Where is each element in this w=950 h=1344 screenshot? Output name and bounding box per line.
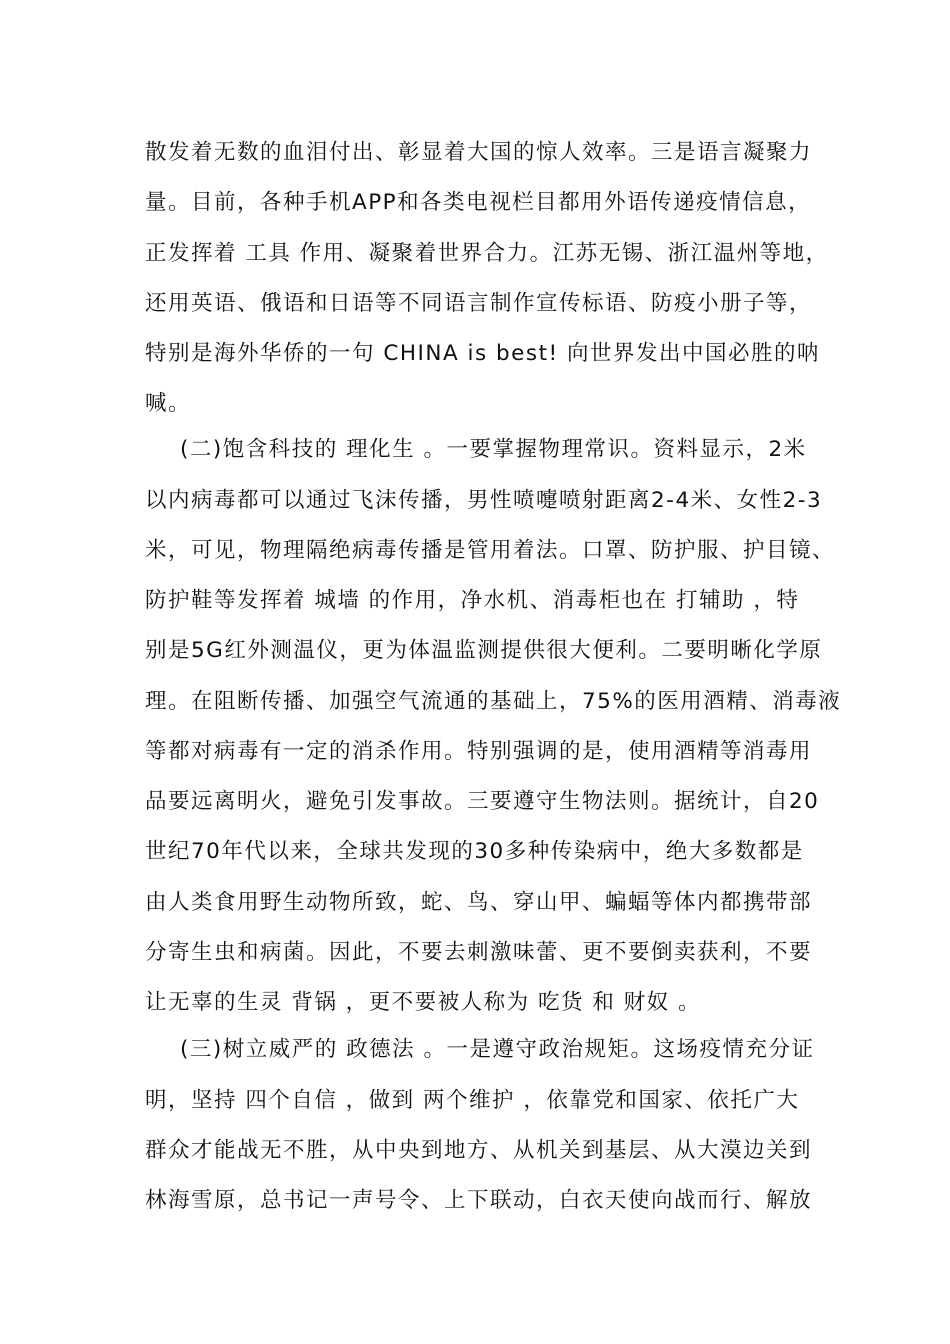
text-line: 别是5G红外测温仪，更为体温监测提供很大便利。二要明晰化学原 — [145, 638, 823, 663]
section-heading-line: (二)饱含科技的 理化生 。一要掌握物理常识。资料显示，2米 — [180, 437, 807, 462]
text-line: 特别是海外华侨的一句 CHINA is best! 向世界发出中国必胜的呐 — [145, 341, 820, 366]
text-line: 明，坚持 四个自信 ，做到 两个维护 ，依靠党和国家、依托广大 — [145, 1088, 800, 1113]
text-line: 还用英语、俄语和日语等不同语言制作宣传标语、防疫小册子等， — [145, 291, 813, 316]
text-line: 品要远离明火，避免引发事故。三要遵守生物法则。据统计，自20 — [145, 789, 820, 814]
text-line: 群众才能战无不胜，从中央到地方、从机关到基层、从大漠边关到 — [145, 1138, 813, 1163]
text-line: 由人类食用野生动物所致，蛇、鸟、穿山甲、蝙蝠等体内都携带部 — [145, 890, 813, 915]
text-line: 世纪70年代以来，全球共发现的30多种传染病中，绝大多数都是 — [145, 839, 804, 864]
section-heading-line: (三)树立威严的 政德法 。一是遵守政治规矩。这场疫情充分证 — [180, 1037, 815, 1062]
text-line: 防护鞋等发挥着 城墙 的作用，净水机、消毒柜也在 打辅助 ，特 — [145, 588, 800, 613]
text-line: 正发挥着 工具 作用、凝聚着世界合力。江苏无锡、浙江温州等地， — [145, 241, 829, 266]
text-line: 量。目前，各种手机APP和各类电视栏目都用外语传递疫情信息， — [145, 190, 812, 215]
text-line: 林海雪原，总书记一声号令、上下联动，白衣天使向战而行、解放 — [145, 1188, 813, 1213]
text-line: 分寄生虫和病菌。因此，不要去刺激味蕾、更不要倒卖获利，不要 — [145, 940, 813, 965]
text-line: 让无辜的生灵 背锅 ，更不要被人称为 吃货 和 财奴 。 — [145, 990, 702, 1015]
text-line: 米，可见，物理隔绝病毒传播是管用着法。口罩、防护服、护目镜、 — [145, 538, 836, 563]
text-line: 以内病毒都可以通过飞沫传播，男性喷嚏喷射距离2-4米、女性2-3 — [145, 488, 823, 513]
text-line: 喊。 — [145, 391, 192, 416]
text-line: 散发着无数的血泪付出、彰显着大国的惊人效率。三是语言凝聚力 — [145, 140, 813, 165]
text-line: 理。在阻断传播、加强空气流通的基础上，75%的医用酒精、消毒液 — [145, 689, 842, 714]
text-line: 等都对病毒有一定的消杀作用。特别强调的是，使用酒精等消毒用 — [145, 739, 813, 764]
